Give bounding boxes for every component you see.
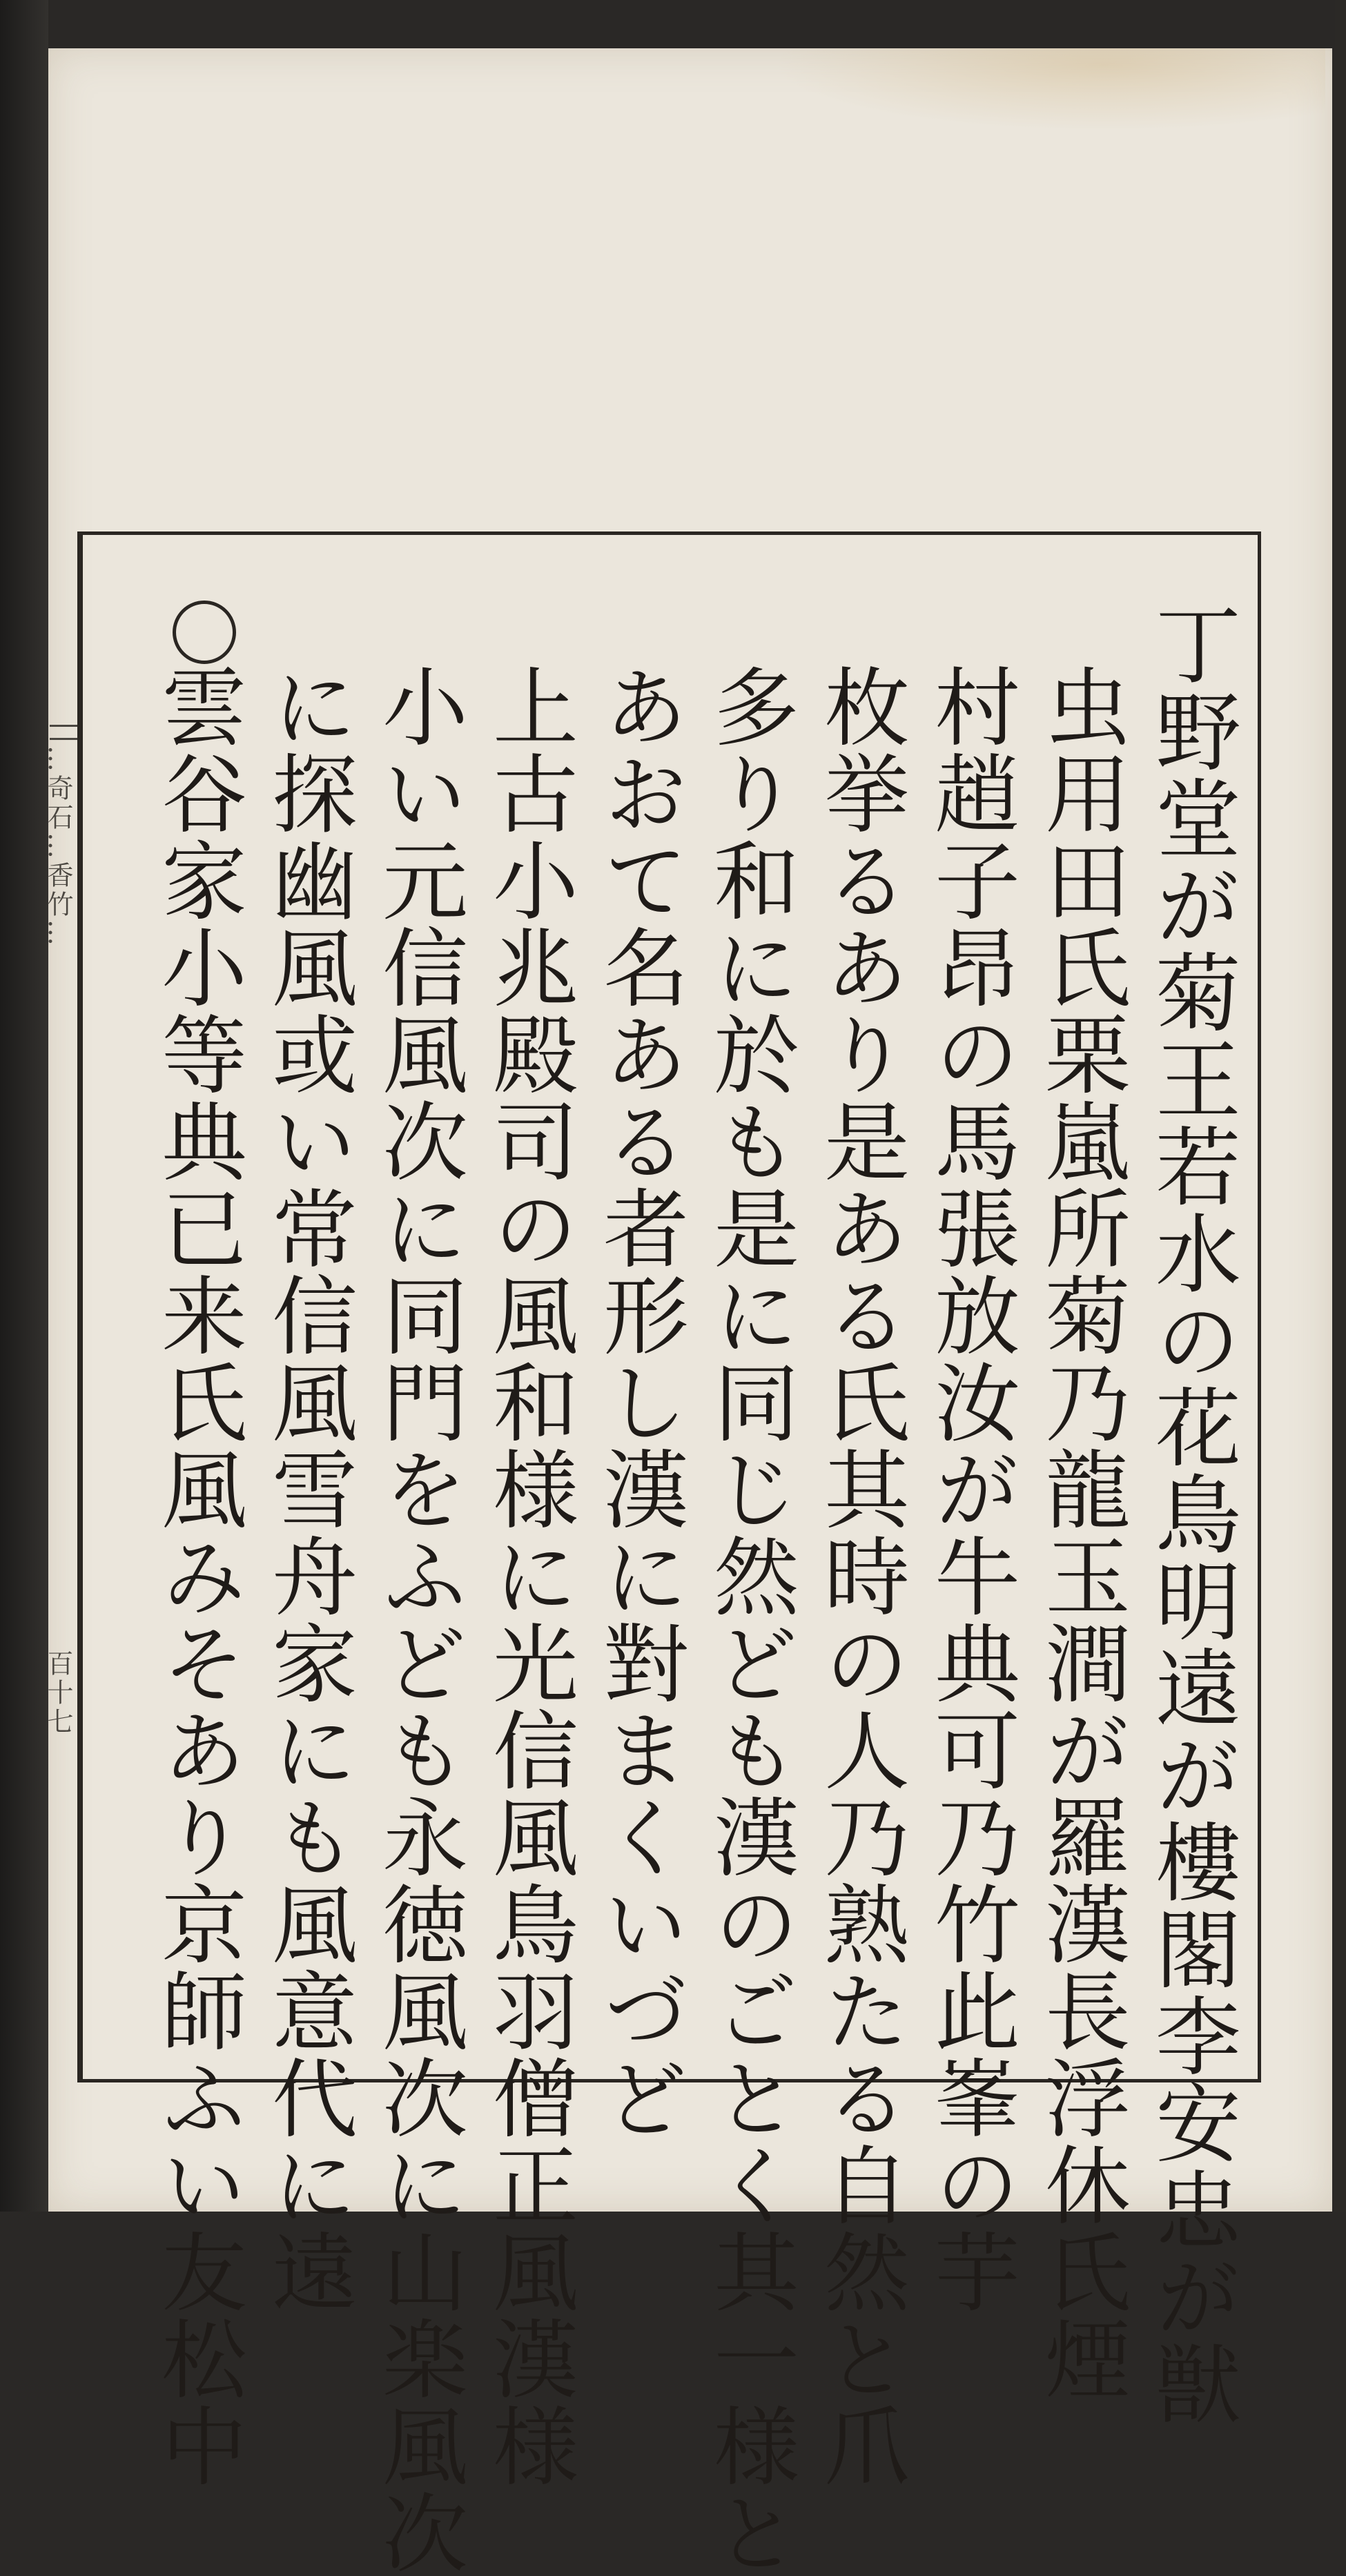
- text-column-6: あおて名ある者形し漢に對まくいづど: [589, 663, 688, 2141]
- background-edge: [1335, 0, 1346, 2212]
- text-column-7: 上古小兆殿司の風和様に光信風鳥羽僧正風漢様: [478, 663, 578, 2489]
- book-spine-shadow: [0, 0, 48, 2212]
- text-column-10: 雲谷家小等典已来氏風みそあり京師ふい友松中: [147, 663, 246, 2489]
- text-column-9: に探幽風或い常信風雪舟家にも風意代に遠: [257, 663, 357, 2315]
- text-column-1: 丁野堂が菊王若水の花鳥明遠が樓閣李安忠が獣: [1141, 601, 1240, 2427]
- text-column-4: 枚挙るあり是ある氏其時の人乃熟たる自然と爪: [810, 663, 909, 2489]
- paper-stain: [773, 48, 1325, 131]
- folio-number: 百十七: [43, 1650, 73, 1737]
- text-column-5: 多り和に於も是に同じ然ども漢のごとく其一様と: [699, 663, 799, 2576]
- margin-column: [43, 531, 79, 2082]
- section-circle-mark: [173, 601, 236, 664]
- fish-tail-mark: [50, 725, 77, 740]
- text-column-3: 村趙子昂の馬張放汝が牛典可乃竹此峯の芋: [920, 663, 1020, 2315]
- margin-title: …奇石…香竹…: [43, 745, 73, 948]
- text-column-2: 虫用田氏栗嵐所菊乃龍玉澗が羅漢長浮休氏煙: [1031, 663, 1130, 2402]
- book-page: [43, 48, 1332, 2576]
- text-column-8: 小い元信風次に同門をふども永徳風次に山楽風次: [368, 663, 467, 2576]
